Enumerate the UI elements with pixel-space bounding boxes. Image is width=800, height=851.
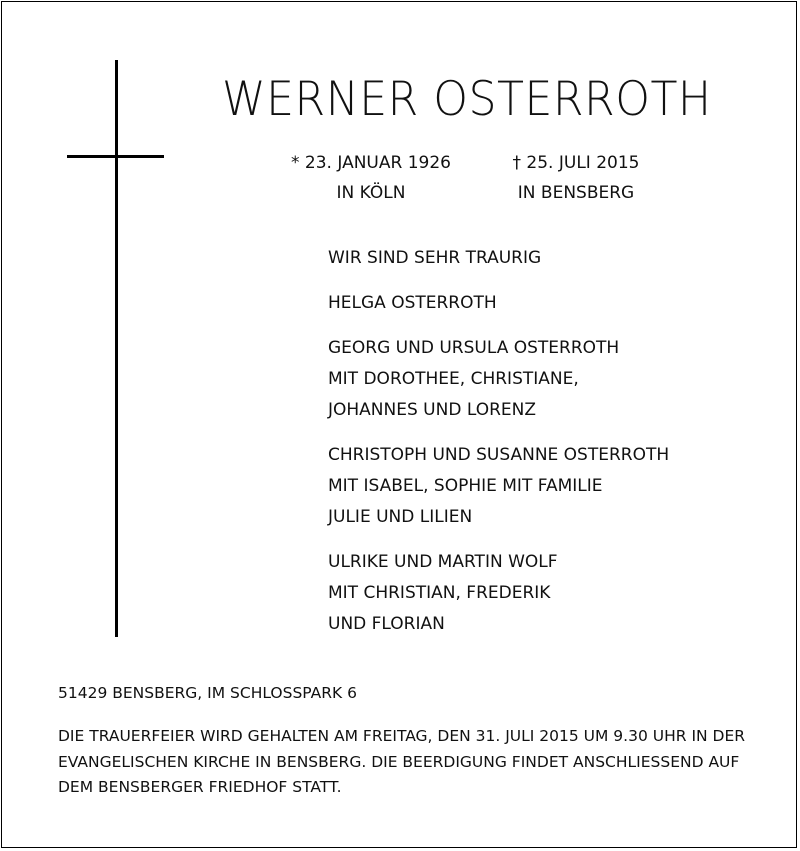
mourner-group [328, 333, 768, 426]
mourner-line: WIR SIND SEHR TRAURIG [328, 248, 542, 268]
service-announcement [58, 724, 758, 801]
mourner-line: MIT ISABEL, SOPHIE MIT FAMILIE [328, 476, 603, 496]
mourner-group [328, 288, 768, 319]
cross-horizontal-bar [67, 155, 164, 158]
mourner-line: GEORG UND URSULA OSTERROTH [328, 338, 620, 358]
mourner-group [328, 547, 768, 640]
mourner-line: HELGA OSTERROTH [328, 293, 497, 313]
family-address: 51429 BENSBERG, IM SCHLOSSPARK 6 [58, 684, 357, 702]
mourner-line: JOHANNES UND LORENZ [328, 400, 536, 420]
mourner-group [328, 440, 768, 533]
service-line: EVANGELISCHEN KIRCHE IN BENSBERG. DIE BEERDIGUNG FINDET ANSCHLIESSEND AUF [58, 752, 740, 771]
mourner-line: UND FLORIAN [328, 614, 445, 634]
service-line: DEM BENSBERGER FRIEDHOF STATT. [58, 778, 342, 796]
cross-vertical-bar [115, 60, 118, 637]
mourner-line: JULIE UND LILIEN [328, 507, 473, 527]
death-info [496, 148, 656, 208]
deceased-name: WERNER OSTERROTH [222, 72, 712, 127]
mourner-line: ULRIKE UND MARTIN WOLF [328, 552, 558, 572]
mourner-line: MIT DOROTHEE, CHRISTIANE, [328, 369, 579, 389]
mourners-list [328, 243, 768, 654]
birth-info [276, 148, 466, 208]
death-place: IN BENSBERG [517, 183, 635, 203]
birth-date: * 23. JANUAR 1926 [291, 153, 451, 173]
birth-place: IN KÖLN [336, 183, 406, 203]
death-date: † 25. JULI 2015 [512, 153, 640, 173]
mourner-line: MIT CHRISTIAN, FREDERIK [328, 583, 551, 603]
mourner-group [328, 243, 768, 274]
service-line: DIE TRAUERFEIER WIRD GEHALTEN AM FREITAG, DEN 31. JULI 2015 UM 9.30 UHR IN DER [58, 727, 746, 745]
mourner-line: CHRISTOPH UND SUSANNE OSTERROTH [328, 445, 670, 465]
